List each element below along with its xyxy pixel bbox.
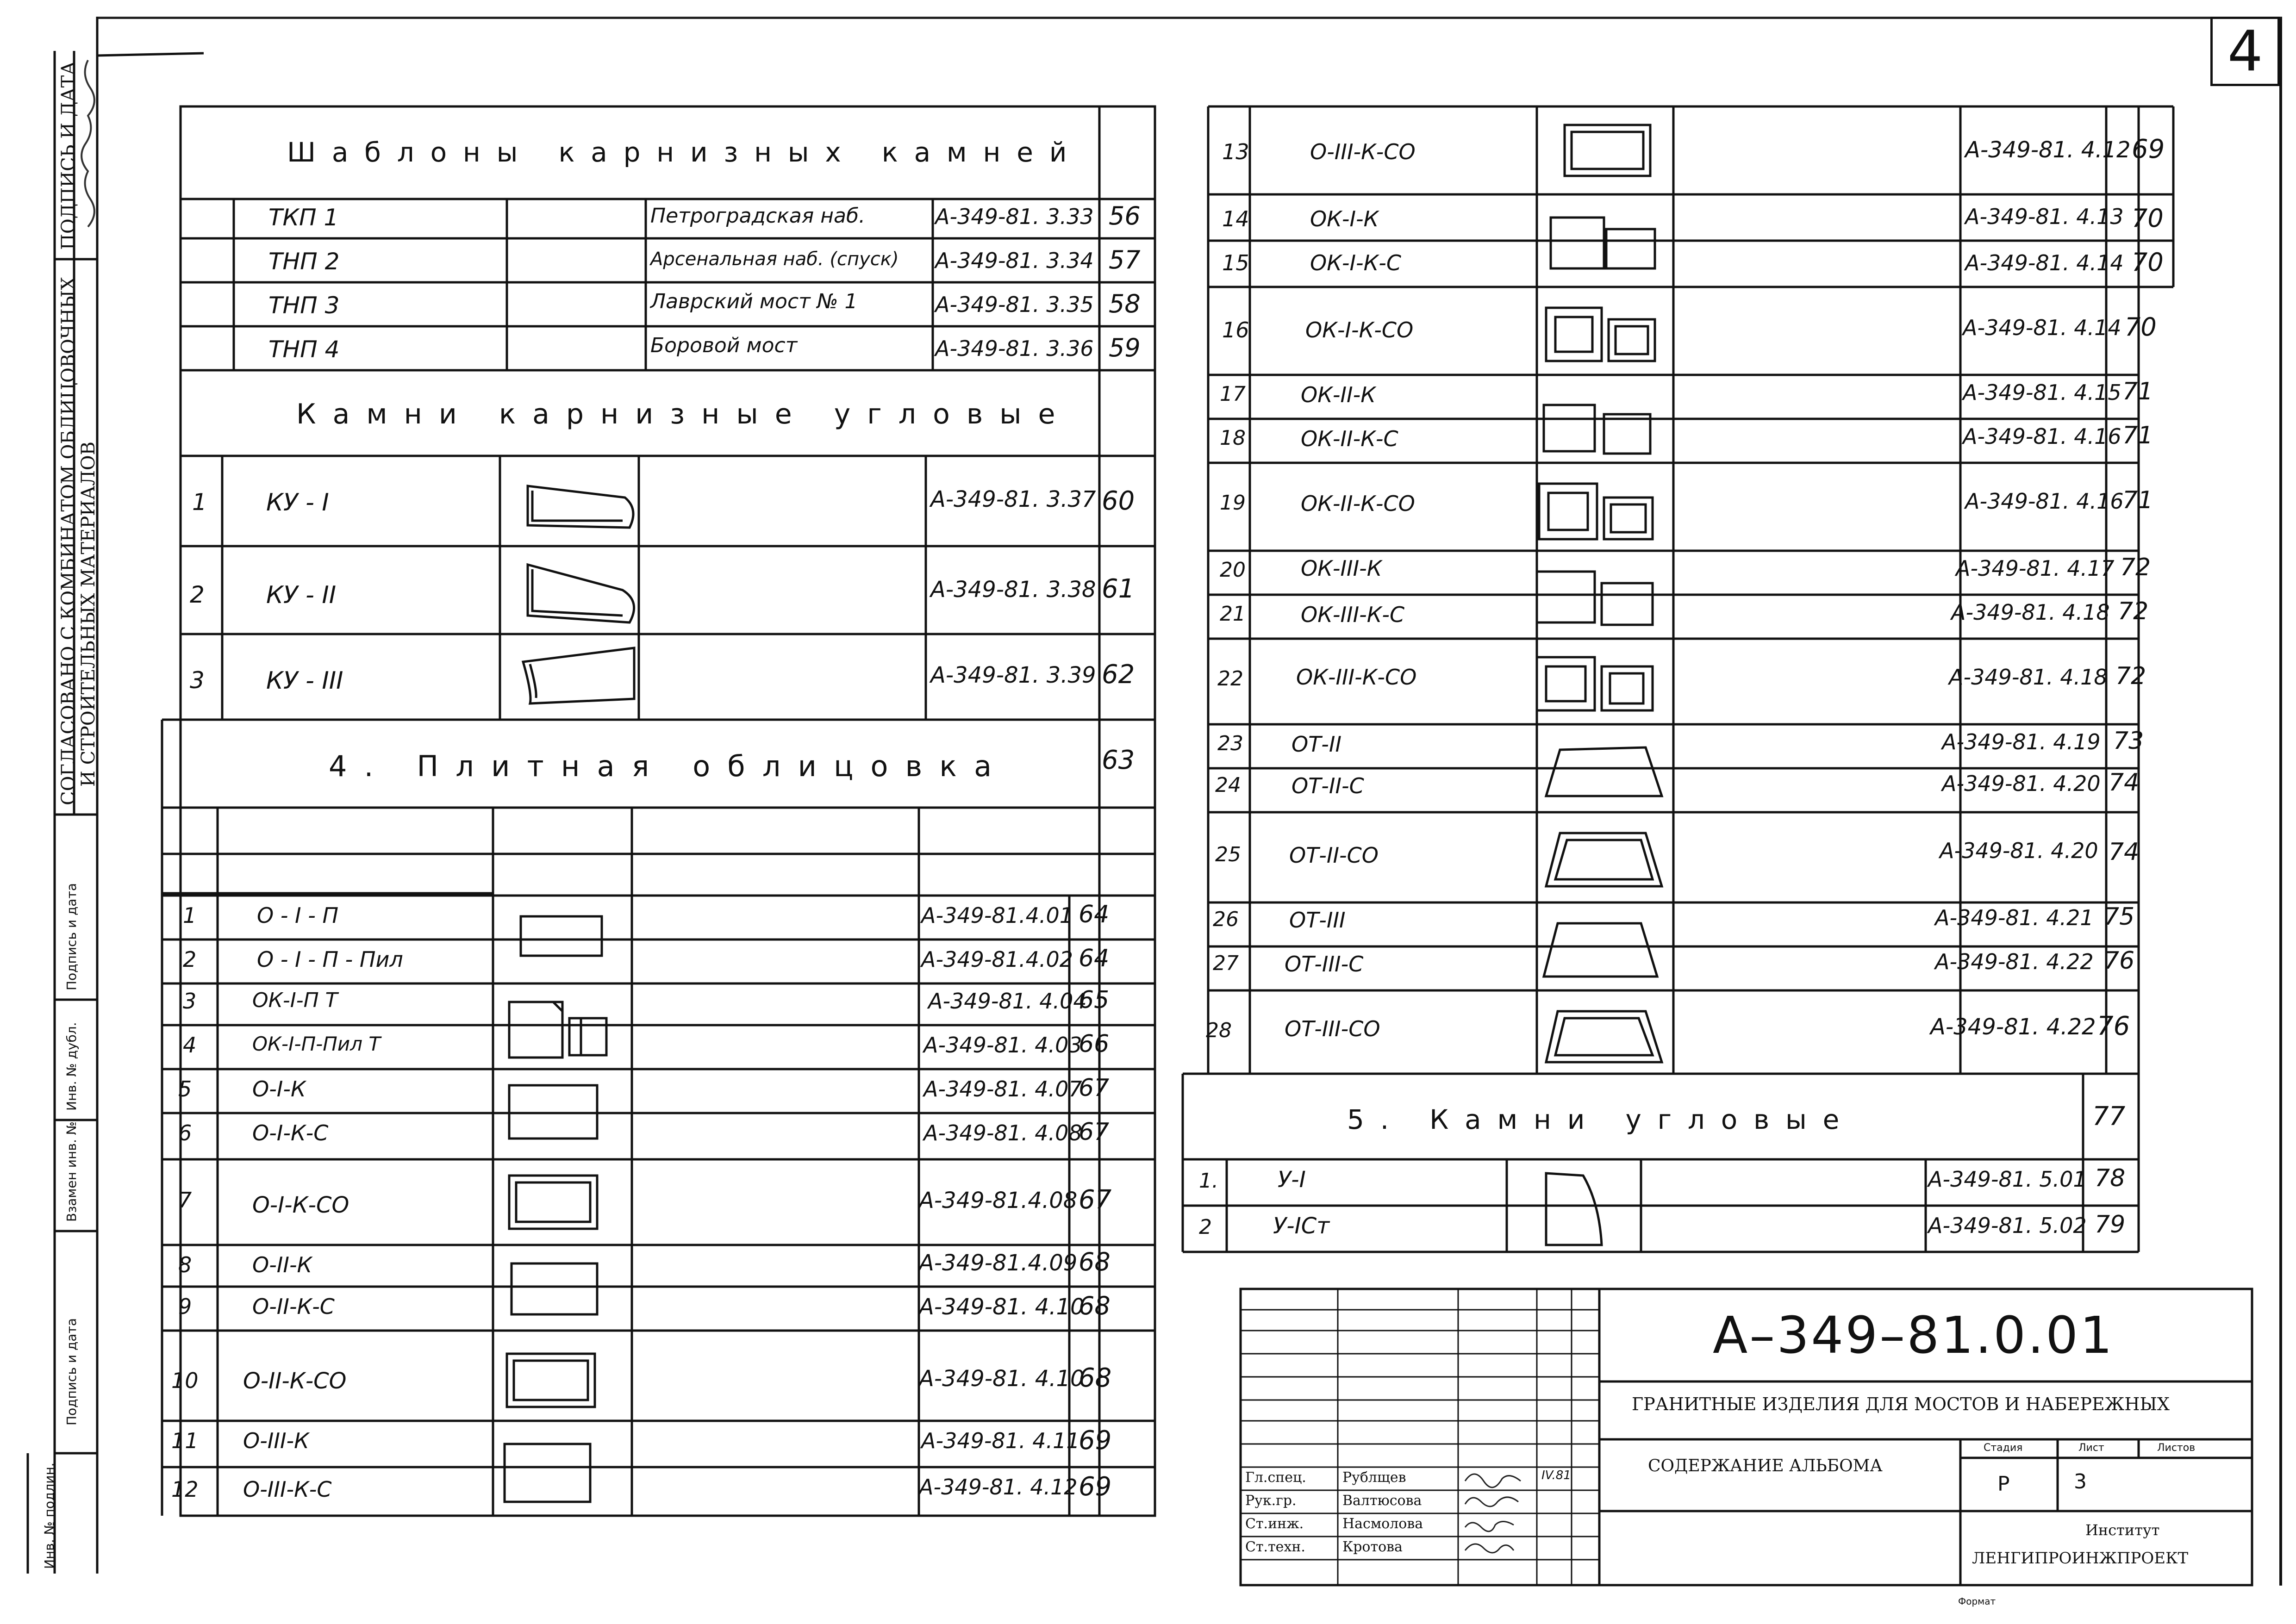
- signer-name: Валтюсова: [1342, 1493, 1422, 1509]
- row-doc: А-349-81. 4.18: [1949, 665, 2108, 690]
- corner-number: 3: [190, 667, 205, 694]
- signer-name: Насмолова: [1342, 1516, 1423, 1532]
- sign-date: IV.81: [1541, 1468, 1571, 1482]
- stage-value: Р: [1997, 1472, 2010, 1496]
- template-mark: ТНП 4: [268, 336, 340, 363]
- row-page: 71: [2122, 486, 2153, 514]
- corner-number: 2: [190, 581, 205, 608]
- row-doc: А-349-81. 4.18: [1951, 600, 2110, 625]
- row-number: 16: [1222, 317, 1249, 342]
- row-page: 76: [2097, 1011, 2130, 1041]
- row-number: 24: [1215, 773, 1241, 797]
- slab-page: 64: [1079, 945, 1110, 972]
- template-mark: ТНП 3: [268, 292, 340, 319]
- slab-doc: А-349-81. 4.07: [923, 1076, 1082, 1101]
- slab-mark: ОК-I-П Т: [252, 989, 338, 1012]
- slab-doc: А-349-81.4.09: [919, 1250, 1078, 1276]
- row-page: 75: [2104, 903, 2135, 931]
- row-number: 20: [1220, 558, 1246, 582]
- slab-doc: А-349-81. 4.12: [919, 1475, 1078, 1500]
- row-mark: ОК-I-К-СО: [1305, 317, 1414, 342]
- slab-page: 65: [1079, 986, 1110, 1014]
- row-page: 71: [2122, 378, 2153, 405]
- corner-stone-doc: А-349-81. 5.02: [1928, 1213, 2087, 1238]
- approved-text-2: И СТРОИТЕЛЬНЫХ МАТЕРИАЛОВ: [78, 442, 99, 787]
- row-doc: А-349-81. 4.20: [1940, 838, 2098, 863]
- slab-doc: А-349-81. 4.04: [928, 989, 1087, 1014]
- slab-number: 11: [171, 1428, 199, 1453]
- row-number: 22: [1217, 667, 1243, 691]
- row-number: 14: [1222, 206, 1249, 231]
- slab-mark: О-I-К-С: [252, 1120, 329, 1145]
- row-mark: ОТ-III-С: [1285, 952, 1364, 977]
- slab-page: 69: [1079, 1425, 1112, 1456]
- slab-doc: А-349-81. 4.08: [923, 1120, 1082, 1145]
- corner-stone-mark: У-I: [1278, 1167, 1306, 1193]
- slab-mark: О-II-К-СО: [243, 1368, 347, 1394]
- slab-mark: О - I - П - Пил: [257, 947, 403, 972]
- section-templates-title: Шаблоны карнизных камней: [287, 137, 1083, 168]
- slab-page: 68: [1079, 1247, 1111, 1276]
- row-page: 70: [2132, 248, 2164, 277]
- row-page: 72: [2115, 662, 2146, 690]
- signer-role: Рук.гр.: [1245, 1493, 1297, 1509]
- row-number: 15: [1222, 250, 1249, 275]
- slab-mark: О-II-К-С: [252, 1294, 335, 1319]
- row-mark: ОК-I-К-С: [1310, 250, 1402, 275]
- row-page: 74: [2109, 769, 2140, 796]
- row-mark: ОТ-III-СО: [1285, 1016, 1380, 1041]
- row-doc: А-349-81. 4.12: [1965, 137, 2131, 163]
- slab-mark: О-I-К-СО: [252, 1192, 349, 1218]
- corner-stone-number: 1.: [1199, 1169, 1218, 1193]
- sheet-value: 3: [2074, 1470, 2087, 1493]
- document-title: ГРАНИТНЫЕ ИЗДЕЛИЯ ДЛЯ МОСТОВ И НАБЕРЕЖНЫХ: [1632, 1394, 2170, 1414]
- row-doc: А-349-81. 4.22: [1930, 1014, 2096, 1040]
- row-mark: ОК-III-К-С: [1301, 602, 1405, 627]
- section-corner-title: Камни карнизные угловые: [296, 398, 1072, 430]
- slab-number: 10: [171, 1368, 199, 1393]
- row-number: 13: [1222, 139, 1249, 164]
- slab-page: 68: [1079, 1363, 1112, 1393]
- row-number: 19: [1220, 491, 1246, 515]
- slab-doc: А-349-81. 4.03: [923, 1033, 1082, 1058]
- format-label: Формат: [1958, 1596, 1996, 1607]
- corner-stone-number: 2: [1199, 1215, 1212, 1239]
- slab-mark: О-III-К: [243, 1428, 309, 1453]
- slab-number: 9: [178, 1294, 192, 1319]
- row-mark: ОТ-II: [1292, 732, 1342, 757]
- vzam-inv: Взамен инв. №: [64, 1121, 79, 1222]
- slab-mark: О - I - П: [257, 903, 339, 928]
- corner-page: 61: [1102, 574, 1135, 604]
- template-doc: А-349-81. 3.34: [935, 248, 1094, 273]
- section-corner-stones-page: 77: [2092, 1101, 2126, 1132]
- row-doc: А-349-81. 4.19: [1942, 729, 2101, 754]
- template-page: 58: [1109, 289, 1141, 318]
- corner-number: 1: [192, 489, 207, 516]
- row-page: 70: [2125, 312, 2157, 342]
- row-mark: ОК-III-К: [1301, 556, 1382, 581]
- slab-page: 67: [1079, 1074, 1110, 1102]
- organization-line-1: Институт: [2085, 1521, 2160, 1539]
- sheet-name: СОДЕРЖАНИЕ АЛЬБОМА: [1648, 1456, 1883, 1475]
- corner-doc: А-349-81. 3.38: [930, 577, 1096, 603]
- slab-number: 1: [183, 903, 197, 928]
- document-code: А–349–81.0.01: [1713, 1306, 2115, 1365]
- section-slab-page: 63: [1102, 745, 1135, 775]
- row-number: 26: [1213, 908, 1239, 931]
- slab-number: 5: [178, 1076, 192, 1101]
- slab-page: 64: [1079, 901, 1110, 928]
- template-place: Боровой мост: [650, 334, 798, 357]
- slab-doc: А-349-81.4.08: [919, 1188, 1078, 1213]
- row-number: 23: [1217, 732, 1243, 755]
- row-doc: А-349-81. 4.17: [1956, 556, 2115, 581]
- row-number: 21: [1220, 602, 1246, 626]
- slab-page: 66: [1079, 1030, 1110, 1058]
- slab-mark: О-I-К: [252, 1076, 306, 1101]
- row-number: 28: [1206, 1019, 1232, 1042]
- row-mark: ОК-II-К-С: [1301, 426, 1398, 451]
- slab-page: 69: [1079, 1472, 1112, 1502]
- corner-doc: А-349-81. 3.37: [930, 486, 1096, 512]
- slab-number: 6: [178, 1120, 192, 1145]
- row-page: 72: [2118, 597, 2149, 625]
- slab-doc: А-349-81.4.02: [921, 947, 1073, 972]
- template-page: 56: [1109, 201, 1141, 230]
- template-place: Арсенальная наб. (спуск): [650, 249, 899, 270]
- row-mark: О-III-К-СО: [1310, 139, 1416, 164]
- row-mark: ОК-II-К-СО: [1301, 491, 1415, 516]
- signer-role: Гл.спец.: [1245, 1469, 1306, 1486]
- row-number: 18: [1220, 426, 1246, 450]
- row-mark: ОК-III-К-СО: [1296, 665, 1417, 690]
- corner-stone-page: 79: [2095, 1211, 2126, 1238]
- sheet-number: 4: [2227, 19, 2263, 84]
- corner-stone-doc: А-349-81. 5.01: [1928, 1167, 2087, 1192]
- corner-page: 62: [1102, 660, 1135, 690]
- sheets-label: Листов: [2157, 1442, 2196, 1454]
- corner-stone-page: 78: [2095, 1164, 2126, 1192]
- organization-line-2: ЛЕНГИПРОИНЖПРОЕКТ: [1972, 1549, 2189, 1568]
- template-doc: А-349-81. 3.36: [935, 336, 1094, 361]
- slab-doc: А-349-81.4.01: [921, 903, 1073, 928]
- template-doc: А-349-81. 3.33: [935, 204, 1094, 229]
- row-doc: А-349-81. 4.16: [1963, 424, 2121, 449]
- slab-mark: О-III-К-С: [243, 1477, 332, 1502]
- row-page: 74: [2109, 838, 2140, 866]
- row-page: 69: [2132, 134, 2165, 164]
- row-doc: А-349-81. 4.15: [1963, 380, 2121, 405]
- row-doc: А-349-81. 4.21: [1935, 905, 2094, 930]
- row-page: 73: [2113, 727, 2144, 755]
- corner-mark: КУ - I: [266, 489, 329, 516]
- row-mark: ОТ-III: [1289, 908, 1346, 933]
- row-page: 70: [2132, 204, 2164, 233]
- slab-page: 68: [1079, 1291, 1111, 1320]
- slab-number: 12: [171, 1477, 199, 1502]
- corner-page: 60: [1102, 486, 1135, 516]
- template-page: 57: [1109, 245, 1141, 274]
- row-doc: А-349-81. 4.14: [1963, 315, 2121, 340]
- slab-number: 4: [183, 1033, 197, 1058]
- slab-page: 67: [1079, 1118, 1110, 1146]
- slab-number: 7: [178, 1188, 192, 1213]
- section-slab-title: 4. Плитная облицовка: [329, 749, 1009, 783]
- slab-mark: ОК-I-П-Пил Т: [252, 1033, 381, 1055]
- stage-label: Стадия: [1984, 1442, 2023, 1454]
- inv-orig: Инв. № подлин.: [42, 1462, 57, 1569]
- row-mark: ОТ-II-СО: [1289, 843, 1379, 868]
- row-page: 76: [2104, 947, 2135, 975]
- row-number: 25: [1215, 843, 1241, 866]
- slab-number: 3: [183, 989, 197, 1014]
- section-corner-stones-title: 5. Камни угловые: [1347, 1104, 1856, 1135]
- signer-role: Ст.техн.: [1245, 1539, 1305, 1555]
- row-mark: ОК-I-К: [1310, 206, 1379, 231]
- row-doc: А-349-81. 4.13: [1965, 204, 2124, 229]
- template-page: 59: [1109, 333, 1141, 362]
- corner-stone-mark: У-IСт: [1273, 1213, 1330, 1239]
- corner-mark: КУ - III: [266, 667, 343, 695]
- row-mark: ОТ-II-С: [1292, 773, 1364, 798]
- sign-date-1: Подпись и дата: [64, 883, 79, 990]
- row-page: 72: [2120, 554, 2151, 581]
- corner-doc: А-349-81. 3.39: [930, 662, 1096, 688]
- slab-number: 8: [178, 1252, 192, 1277]
- row-mark: ОК-II-К: [1301, 382, 1376, 407]
- row-page: 71: [2122, 422, 2153, 449]
- sign-date-top: ПОДПИСЬ И ДАТА: [58, 61, 79, 250]
- slab-page: 67: [1079, 1185, 1112, 1215]
- signer-name: Рублщев: [1342, 1469, 1406, 1486]
- inv-dubl: Инв. № дубл.: [64, 1022, 79, 1111]
- sign-date-2: Подпись и дата: [64, 1318, 79, 1425]
- template-mark: ТНП 2: [268, 248, 340, 275]
- row-doc: А-349-81. 4.16: [1965, 489, 2124, 514]
- approved-text-1: СОГЛАСОВАНО С КОМБИНАТОМ ОБЛИЦОВОЧНЫХ: [58, 277, 79, 805]
- row-number: 17: [1220, 382, 1246, 406]
- signer-role: Ст.инж.: [1245, 1516, 1304, 1532]
- row-doc: А-349-81. 4.22: [1935, 949, 2094, 974]
- template-mark: ТКП 1: [268, 204, 339, 231]
- template-place: Лаврский мост № 1: [650, 290, 858, 313]
- row-doc: А-349-81. 4.20: [1942, 771, 2101, 796]
- slab-mark: О-II-К: [252, 1252, 312, 1277]
- signer-name: Кротова: [1342, 1539, 1403, 1555]
- corner-mark: КУ - II: [266, 581, 337, 609]
- slab-number: 2: [183, 947, 197, 972]
- template-doc: А-349-81. 3.35: [935, 292, 1094, 317]
- slab-doc: А-349-81. 4.10: [919, 1366, 1085, 1392]
- slab-doc: А-349-81. 4.10: [919, 1294, 1085, 1320]
- template-place: Петроградская наб.: [650, 204, 866, 228]
- sheet-label: Лист: [2078, 1442, 2104, 1454]
- row-doc: А-349-81. 4.14: [1965, 250, 2124, 275]
- slab-doc: А-349-81. 4.11: [921, 1428, 1080, 1453]
- row-number: 27: [1213, 952, 1239, 975]
